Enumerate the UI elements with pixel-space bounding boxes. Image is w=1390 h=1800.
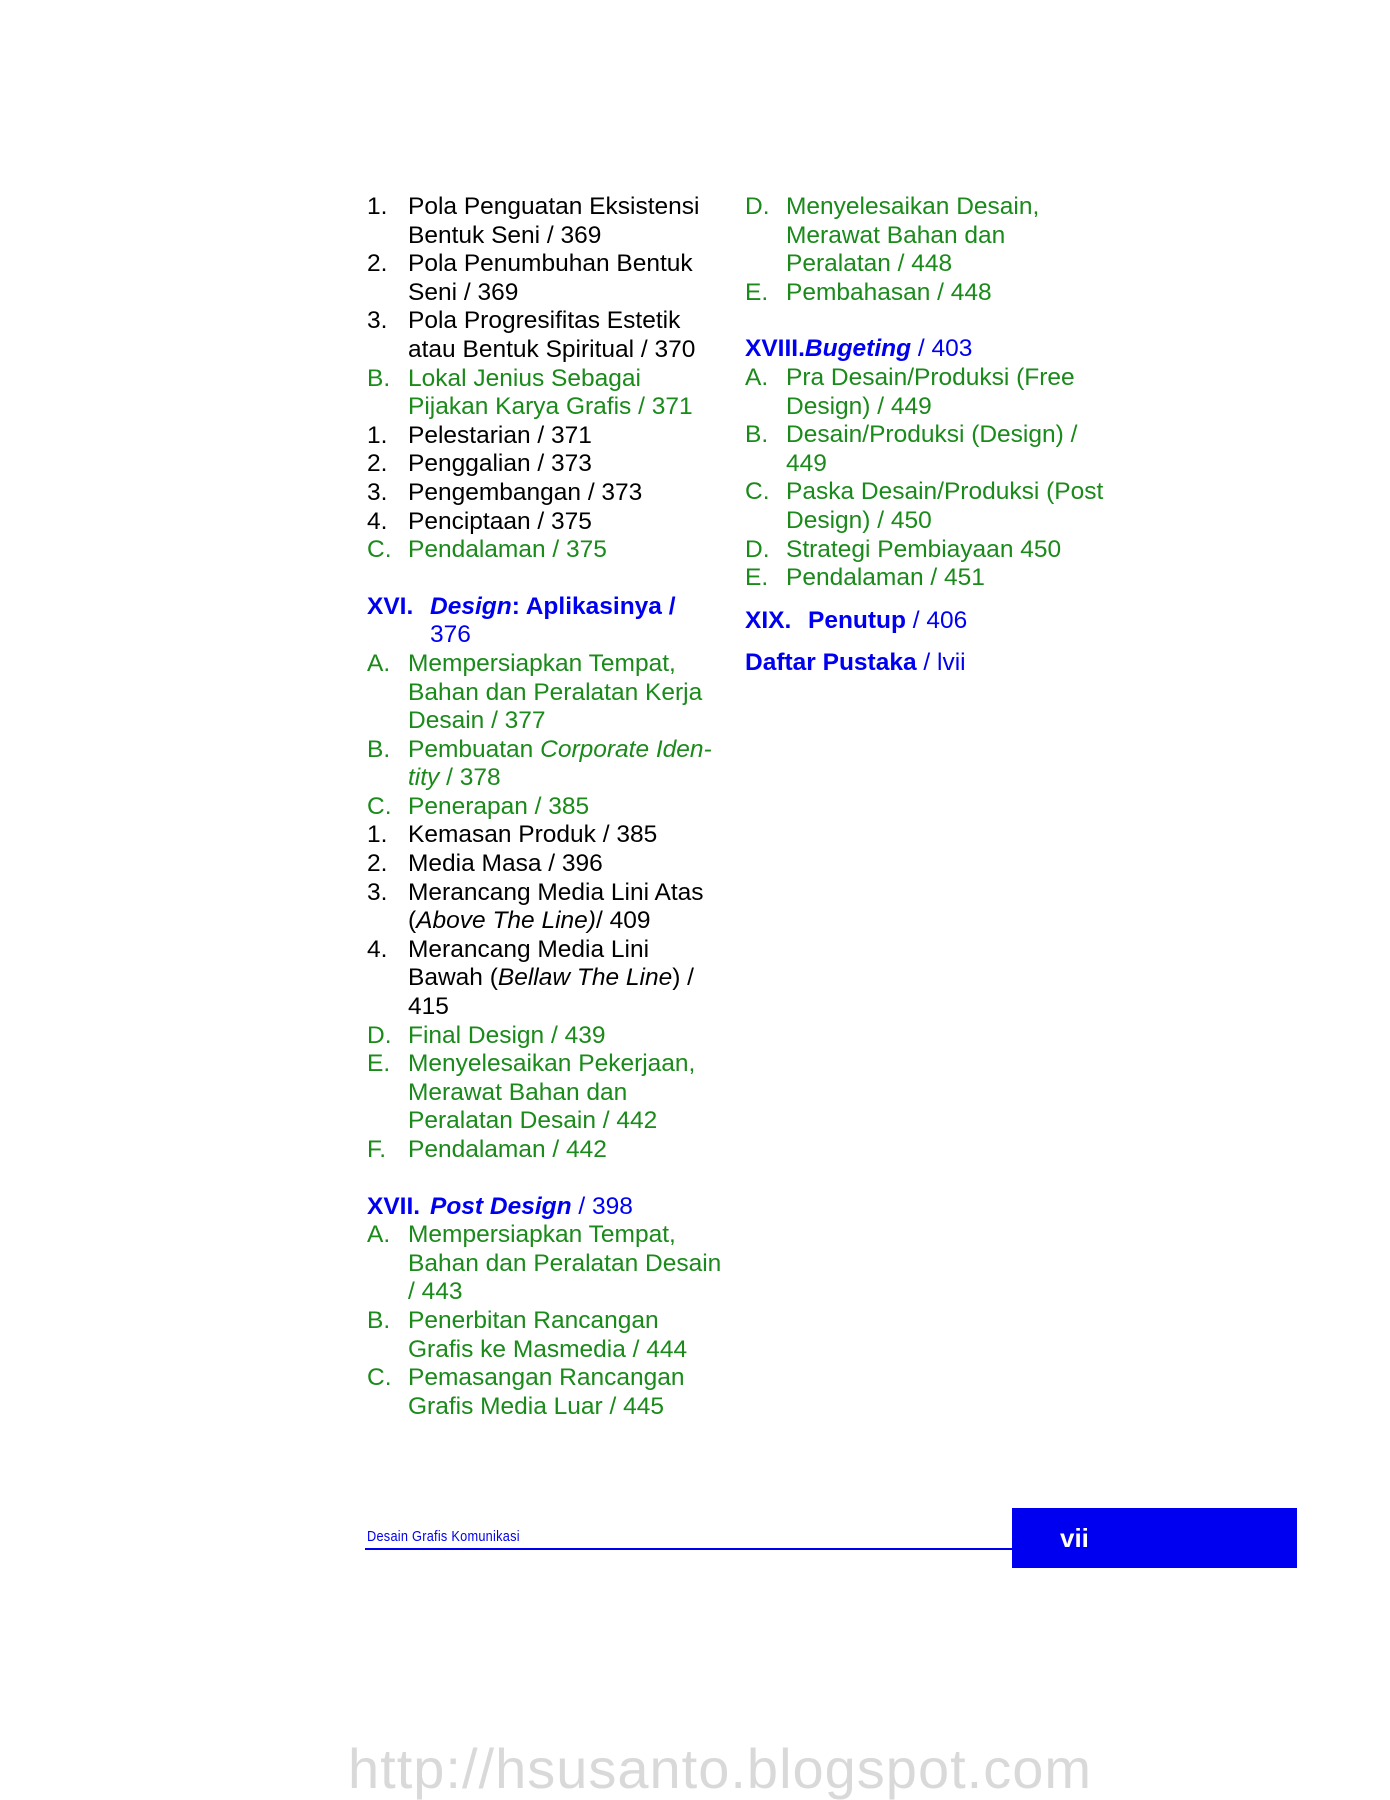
entry-number: 3. [367,307,388,335]
entry-number: C. [367,536,392,564]
toc-entry [367,793,727,822]
entry-number: A. [367,649,391,677]
page-number-badge [1012,1508,1297,1568]
toc-entry [367,821,727,850]
chapter-heading-xviii [745,335,1105,364]
toc-entry [367,422,727,451]
chapter-number: XVIII. [745,335,805,363]
chapter-number: XIX. [745,606,792,634]
spacer [367,565,727,593]
entry-text: Media Masa / 396 [408,850,603,878]
entry-text: Pendalaman / 451 [786,564,985,592]
toc-entry [367,850,727,879]
entry-number: C. [367,792,392,820]
entry-number: 4. [367,935,388,963]
entry-text: Lokal Jenius Sebagai Pijakan Karya Grafis / 371 [408,364,693,421]
entry-number: A. [367,1221,391,1249]
entry-number: 1. [367,821,388,849]
entry-text: Pendalaman / 375 [408,536,607,564]
toc-left-column [367,193,727,1421]
chapter-title-italic: Design [430,592,512,620]
entry-number: A. [745,363,769,391]
entry-number: 1. [367,193,388,220]
entry-text: Menyelesaikan Desain, Merawat Bahan dan Peralatan / 448 [786,193,1040,278]
footer-book-title: Desain Grafis Komunikasi [367,1528,520,1545]
chapter-title: Penutup [808,606,906,634]
entry-number: D. [367,1021,392,1049]
entry-text-italic: Corporate Iden-tity [408,735,712,792]
entry-number: D. [745,193,770,220]
toc-entry [367,1307,727,1364]
watermark-url: http://hsusanto.blogspot.com [348,1737,1092,1800]
toc-entry [745,536,1105,565]
entry-number: 1. [367,421,388,449]
chapter-number: XVII. [367,1192,421,1220]
chapter-page: 376 [430,621,471,649]
entry-text: Pola Progresifitas Estetik atau Bentuk Spiritual / 370 [408,307,696,363]
bibliography-page: / lvii [916,649,966,677]
toc-entry [367,1364,727,1421]
entry-text-italic: Above The Line) [416,907,596,935]
spacer [745,307,1105,335]
entry-text: Pola Penguatan Eksistensi Bentuk Seni / 369 [408,193,700,249]
toc-entry [367,936,727,1022]
entry-text: Kemasan Produk / 385 [408,821,658,849]
entry-text: Merancang Media Lini Bawah ( [408,935,650,992]
entry-number: 3. [367,478,388,506]
entry-text: Pengembangan / 373 [408,478,643,506]
toc-entry [367,1022,727,1051]
toc-entry [367,450,727,479]
toc-entry [367,1221,727,1307]
entry-text: Paska Desain/Produksi (Post Design) / 450 [786,478,1104,534]
entry-text: Mempersiapkan Tempat, Bahan dan Peralatan Desain / 443 [408,1221,722,1306]
toc-entry [745,421,1105,478]
bibliography-heading [745,649,1105,678]
spacer [367,1165,727,1193]
entry-number: 3. [367,878,388,906]
entry-text: / 409 [595,907,651,935]
toc-entry [367,1136,727,1165]
page-number: vii [1060,1523,1089,1553]
entry-number: D. [745,535,770,563]
entry-text: Mempersiapkan Tempat, Bahan dan Peralatan Kerja Desain / 377 [408,649,703,735]
toc-entry [367,1050,727,1136]
toc-entry [745,279,1105,308]
toc-entry [745,564,1105,593]
toc-right-column [745,193,1105,678]
toc-entry [367,508,727,537]
entry-number: C. [367,1364,392,1392]
entry-text: Pembahasan / 448 [786,278,992,306]
entry-number: 2. [367,450,388,478]
entry-number: E. [745,278,769,306]
chapter-page: / 406 [906,606,968,634]
toc-entry [367,307,727,364]
entry-text: Penerbitan Rancangan Grafis ke Masmedia / 444 [408,1306,688,1363]
chapter-heading-xvi [367,593,727,650]
entry-text: Pelestarian / 371 [408,421,592,449]
entry-text: Pola Penumbuhan Bentuk Seni / 369 [408,250,693,306]
entry-number: B. [367,364,391,392]
entry-number: B. [367,1306,391,1334]
entry-text: Pemasangan Rancangan Grafis Media Luar / 445 [408,1364,685,1420]
entry-number: 2. [367,850,388,878]
spacer [745,593,1105,607]
entry-text: / 378 [439,764,501,792]
entry-text: Desain/Produksi (Design) / 449 [786,421,1078,477]
entry-number: B. [367,735,391,763]
toc-entry [745,193,1105,279]
entry-text-italic: Bellaw The Line [497,964,673,992]
toc-entry [367,193,727,250]
chapter-page: / 403 [911,335,973,363]
toc-entry [367,536,727,565]
entry-text: Pendalaman / 442 [408,1136,607,1163]
entry-text: Pembuatan [408,735,541,763]
toc-entry [367,650,727,736]
entry-number: E. [367,1050,391,1078]
footer-divider [365,1548,1013,1550]
entry-text: Merancang Media Lini Atas ( [408,878,704,935]
entry-number: 2. [367,250,388,278]
spacer [745,635,1105,649]
chapter-title-italic: Bugeting [804,335,912,363]
entry-text: Strategi Pembiayaan 450 [786,535,1062,563]
entry-number: C. [745,478,770,506]
toc-entry [367,365,727,422]
entry-number: B. [745,421,769,449]
chapter-page: / 398 [571,1192,633,1220]
entry-text: ) / 415 [408,964,694,1021]
toc-entry [745,478,1105,535]
chapter-heading-xvii [367,1193,727,1222]
chapter-title-italic: Post Design [430,1192,572,1220]
entry-number: E. [745,564,769,592]
toc-entry [367,879,727,936]
toc-entry [745,364,1105,421]
chapter-heading-xix [745,607,1105,636]
bibliography-title: Daftar Pustaka [745,649,917,677]
entry-text: Final Design / 439 [408,1021,606,1049]
entry-number: F. [367,1136,387,1163]
toc-entry [367,479,727,508]
toc-entry [367,736,727,793]
entry-text: Penerapan / 385 [408,792,590,820]
entry-text: Penggalian / 373 [408,450,592,478]
entry-text: Pra Desain/Produksi (Free Design) / 449 [786,363,1075,420]
entry-text: Menyelesaikan Pekerjaan, Merawat Bahan dan Peralatan Desain / 442 [408,1050,696,1135]
entry-text: Penciptaan / 375 [408,507,592,535]
toc-entry [367,250,727,307]
chapter-number: XVI. [367,592,414,620]
chapter-title: : Aplikasinya / [511,592,676,620]
entry-number: 4. [367,507,388,535]
